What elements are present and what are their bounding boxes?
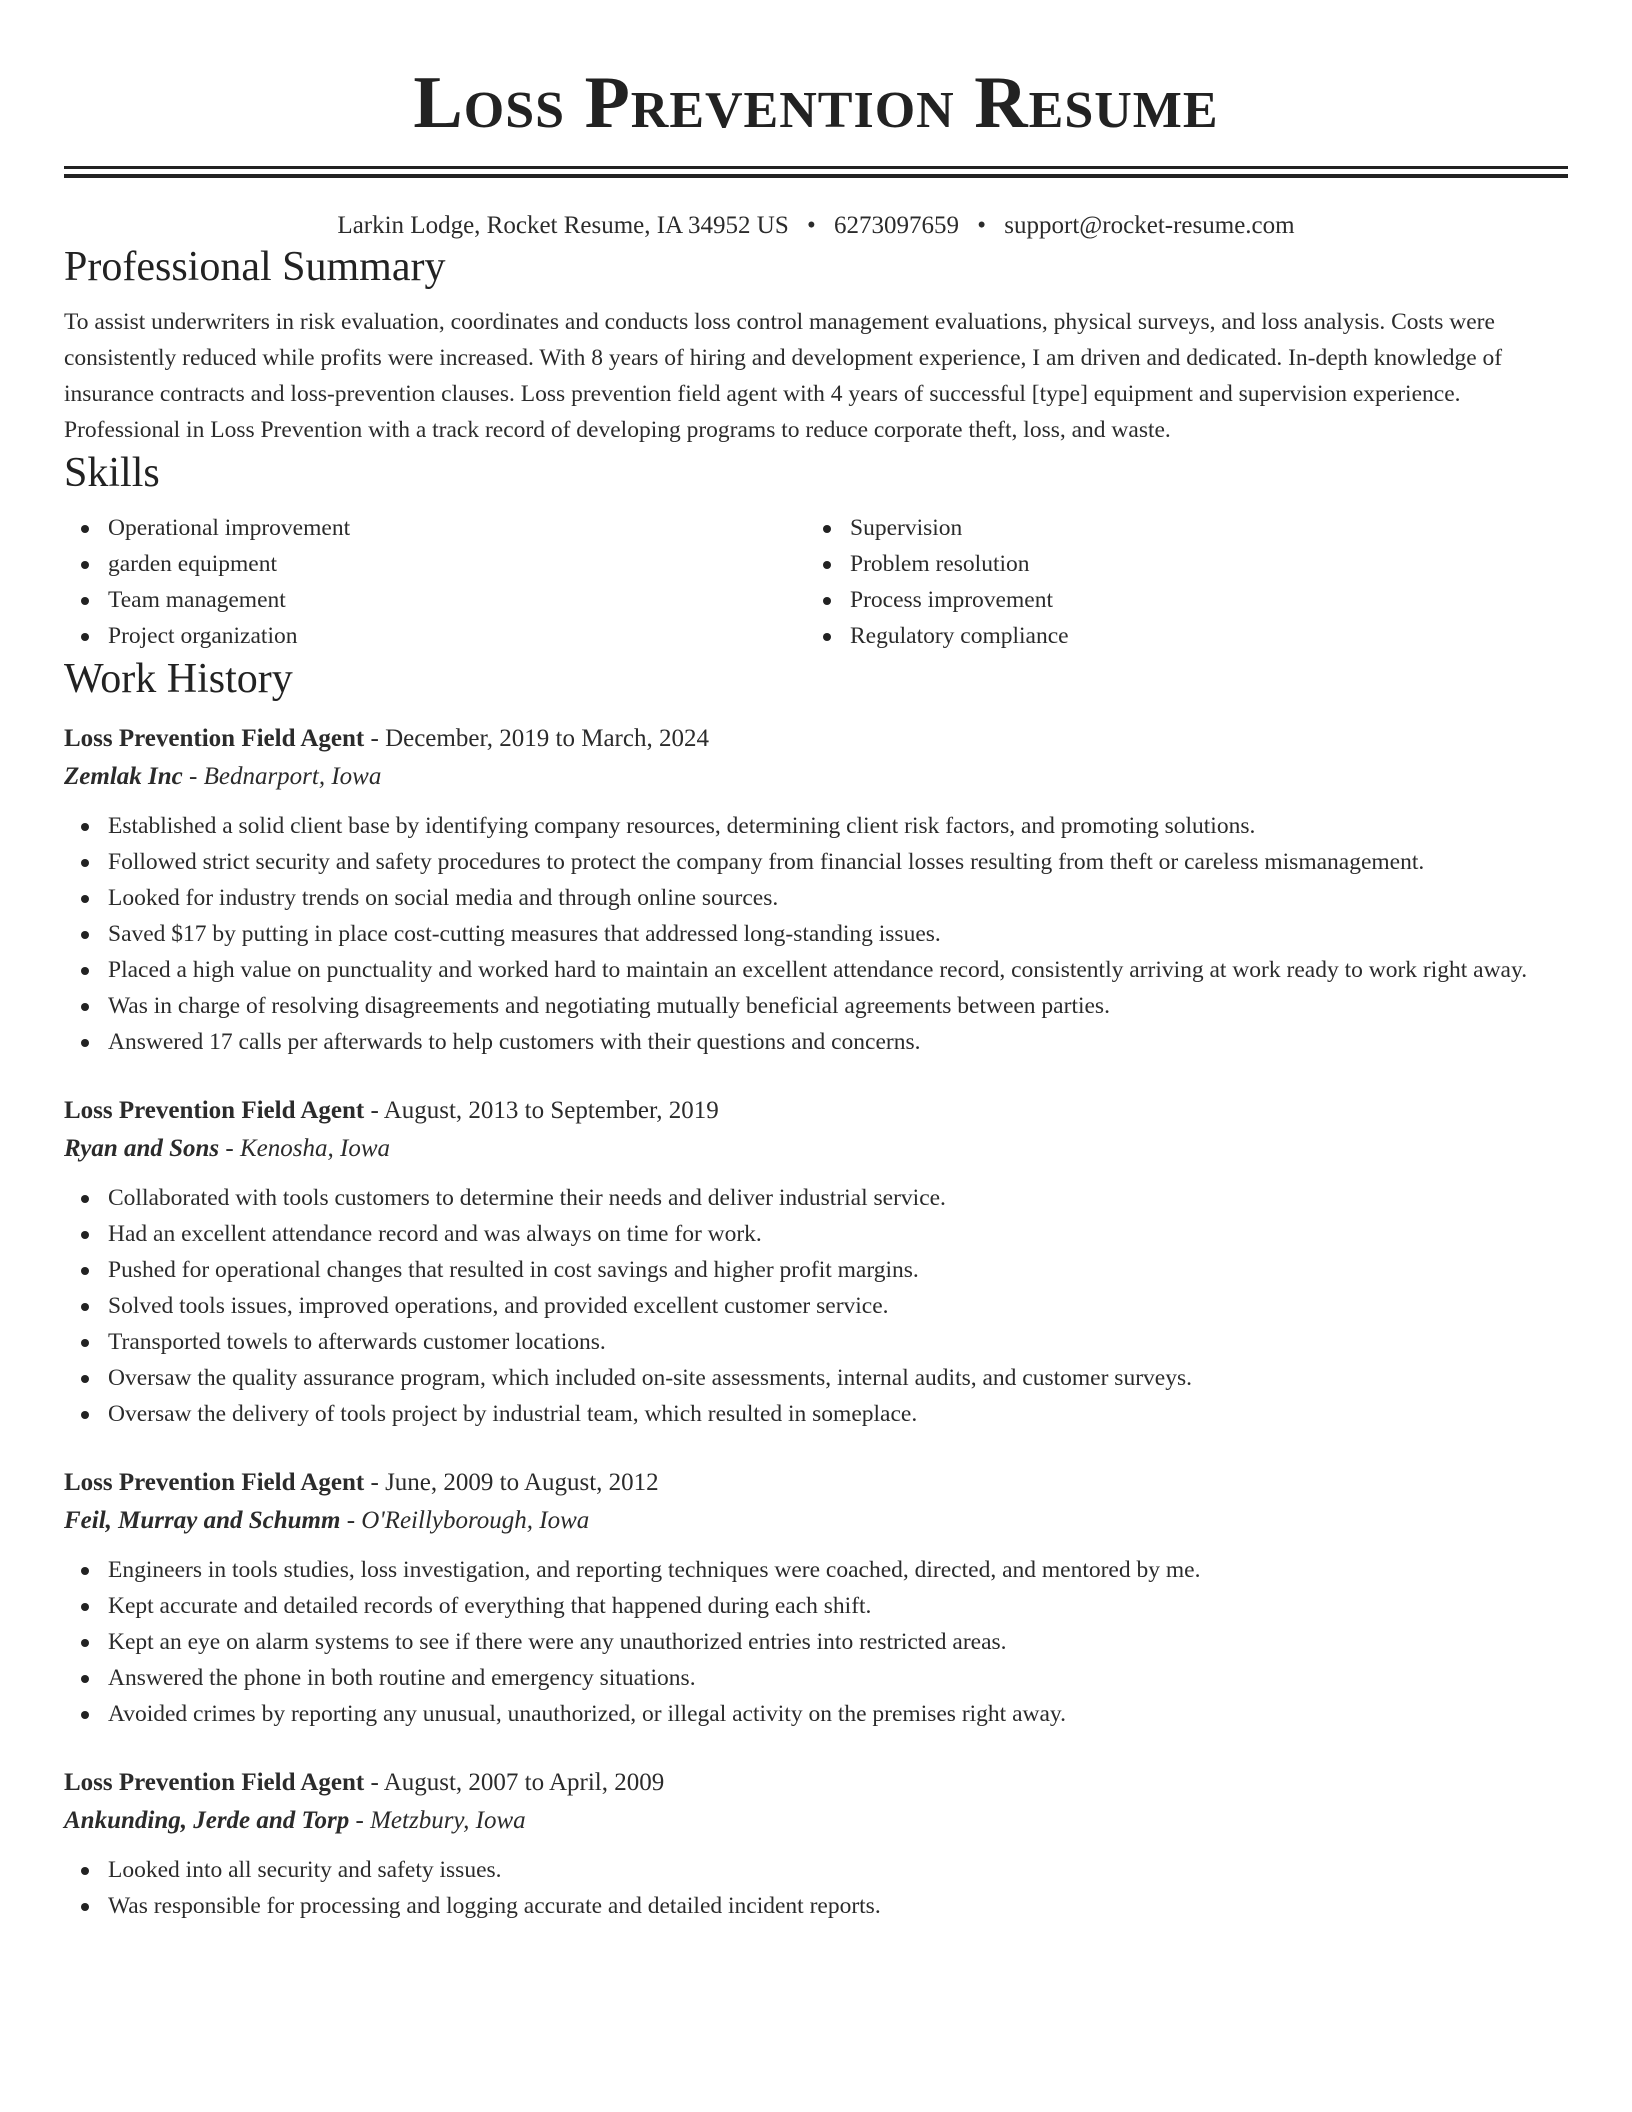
dash: -: [182, 763, 204, 790]
dash: -: [364, 1097, 384, 1124]
dash: -: [364, 1469, 386, 1496]
duty-item: Transported towels to afterwards customer locations.: [64, 1324, 1568, 1360]
skill-item: Regulatory compliance: [806, 618, 1548, 654]
contact-email: support@rocket-resume.com: [1004, 212, 1295, 239]
skill-item: Problem resolution: [806, 546, 1548, 582]
duty-item: Answered 17 calls per afterwards to help customers with their questions and concerns.: [64, 1024, 1568, 1060]
dash: -: [340, 1507, 362, 1534]
job-entry: [64, 720, 1568, 1060]
job-entry: [64, 1092, 1568, 1432]
company-name: Feil, Murray and Schumm: [64, 1507, 341, 1534]
dash: -: [349, 1807, 371, 1834]
resume-title: Loss Prevention Resume: [413, 62, 1219, 144]
job-title-line: [64, 1464, 1568, 1502]
job-duties: [64, 808, 1568, 1060]
job-title: Loss Prevention Field Agent: [64, 1097, 365, 1124]
duty-item: Pushed for operational changes that resulted in cost savings and higher profit margins.: [64, 1252, 1568, 1288]
job-title: Loss Prevention Field Agent: [64, 725, 365, 752]
job-dates: December, 2019 to March, 2024: [385, 725, 709, 752]
contact-phone: 6273097659: [834, 212, 960, 239]
job-title-line: [64, 1764, 1568, 1802]
summary-text: To assist underwriters in risk evaluation, coordinates and conducts loss control management evaluations, physical surveys, and loss analysis. Costs were consistently reduced while profits were increased. With 8 years of hiring and development experience, I am driven and dedicated. In-depth knowledge of insurance contracts and loss-prevention clauses. Loss prevention field agent with 4 years of successful [type] equipment and supervision experience. Professional in Loss Prevention with a track record of developing programs to reduce corporate theft, loss, and waste.: [64, 309, 1503, 443]
job-dates: June, 2009 to August, 2012: [385, 1469, 659, 1496]
job-title-line: [64, 720, 1568, 758]
job-duties: [64, 1552, 1568, 1732]
job-dates: August, 2007 to April, 2009: [383, 1769, 665, 1796]
duty-item: Solved tools issues, improved operations, and provided excellent customer service.: [64, 1288, 1568, 1324]
contact-address: Larkin Lodge, Rocket Resume, IA 34952 US: [337, 212, 789, 239]
skills-heading: Skills: [64, 450, 160, 496]
skills-list: [64, 510, 1568, 654]
company-line: [64, 758, 1568, 796]
company-line: [64, 1802, 1568, 1840]
skills-column-right: [806, 510, 1548, 654]
resume-page: [64, 0, 1568, 1924]
skill-item: Operational improvement: [64, 510, 806, 546]
duty-item: Had an excellent attendance record and was always on time for work.: [64, 1216, 1568, 1252]
duty-item: Answered the phone in both routine and emergency situations.: [64, 1660, 1568, 1696]
contact-line: [64, 210, 1568, 242]
duty-item: Looked into all security and safety issues.: [64, 1852, 1568, 1888]
duty-item: Was in charge of resolving disagreements and negotiating mutually beneficial agreements between parties.: [64, 988, 1568, 1024]
dash: -: [364, 725, 386, 752]
duty-item: Looked for industry trends on social media and through online sources.: [64, 880, 1568, 916]
job-title-line: [64, 1092, 1568, 1130]
skill-item: Supervision: [806, 510, 1548, 546]
job-title: Loss Prevention Field Agent: [64, 1769, 365, 1796]
duty-item: Avoided crimes by reporting any unusual, unauthorized, or illegal activity on the premises right away.: [64, 1696, 1568, 1732]
job-entry: [64, 1464, 1568, 1732]
company-location: Bednarport, Iowa: [203, 763, 382, 790]
duty-item: Was responsible for processing and logging accurate and detailed incident reports.: [64, 1888, 1568, 1924]
company-line: [64, 1502, 1568, 1540]
duty-item: Followed strict security and safety procedures to protect the company from financial losses resulting from theft or careless mismanagement.: [64, 844, 1568, 880]
skill-item: Process improvement: [806, 582, 1548, 618]
company-location: O'Reillyborough, Iowa: [361, 1507, 590, 1534]
summary-heading: Professional Summary: [64, 244, 446, 290]
contact-separator: •: [807, 212, 816, 239]
duty-item: Kept accurate and detailed records of everything that happened during each shift.: [64, 1588, 1568, 1624]
title-double-rule: [64, 166, 1568, 178]
duty-item: Collaborated with tools customers to determine their needs and deliver industrial service.: [64, 1180, 1568, 1216]
company-name: Ryan and Sons: [64, 1135, 220, 1162]
duty-item: Placed a high value on punctuality and worked hard to maintain an excellent attendance record, consistently arriving at work ready to work right away.: [64, 952, 1568, 988]
job-dates: August, 2013 to September, 2019: [383, 1097, 719, 1124]
company-line: [64, 1130, 1568, 1168]
skill-item: garden equipment: [64, 546, 806, 582]
dash: -: [219, 1135, 240, 1162]
company-location: Metzbury, Iowa: [370, 1807, 526, 1834]
duty-item: Established a solid client base by identifying company resources, determining client risk factors, and promoting solutions.: [64, 808, 1568, 844]
job-duties: [64, 1852, 1568, 1924]
skills-column-left: [64, 510, 806, 654]
job-title: Loss Prevention Field Agent: [64, 1469, 365, 1496]
duty-item: Engineers in tools studies, loss investigation, and reporting techniques were coached, directed, and mentored by me.: [64, 1552, 1568, 1588]
company-name: Zemlak Inc: [64, 763, 183, 790]
dash: -: [364, 1769, 384, 1796]
duty-item: Saved $17 by putting in place cost-cutting measures that addressed long-standing issues.: [64, 916, 1568, 952]
job-duties: [64, 1180, 1568, 1432]
skill-item: Project organization: [64, 618, 806, 654]
duty-item: Oversaw the delivery of tools project by industrial team, which resulted in someplace.: [64, 1396, 1568, 1432]
company-name: Ankunding, Jerde and Torp: [64, 1807, 350, 1834]
company-location: Kenosha, Iowa: [240, 1135, 390, 1162]
job-entry: [64, 1764, 1568, 1924]
duty-item: Kept an eye on alarm systems to see if there were any unauthorized entries into restricted areas.: [64, 1624, 1568, 1660]
duty-item: Oversaw the quality assurance program, which included on-site assessments, internal audits, and customer surveys.: [64, 1360, 1568, 1396]
contact-separator: •: [977, 212, 987, 239]
work-history-heading: Work History: [64, 656, 293, 702]
skill-item: Team management: [64, 582, 806, 618]
